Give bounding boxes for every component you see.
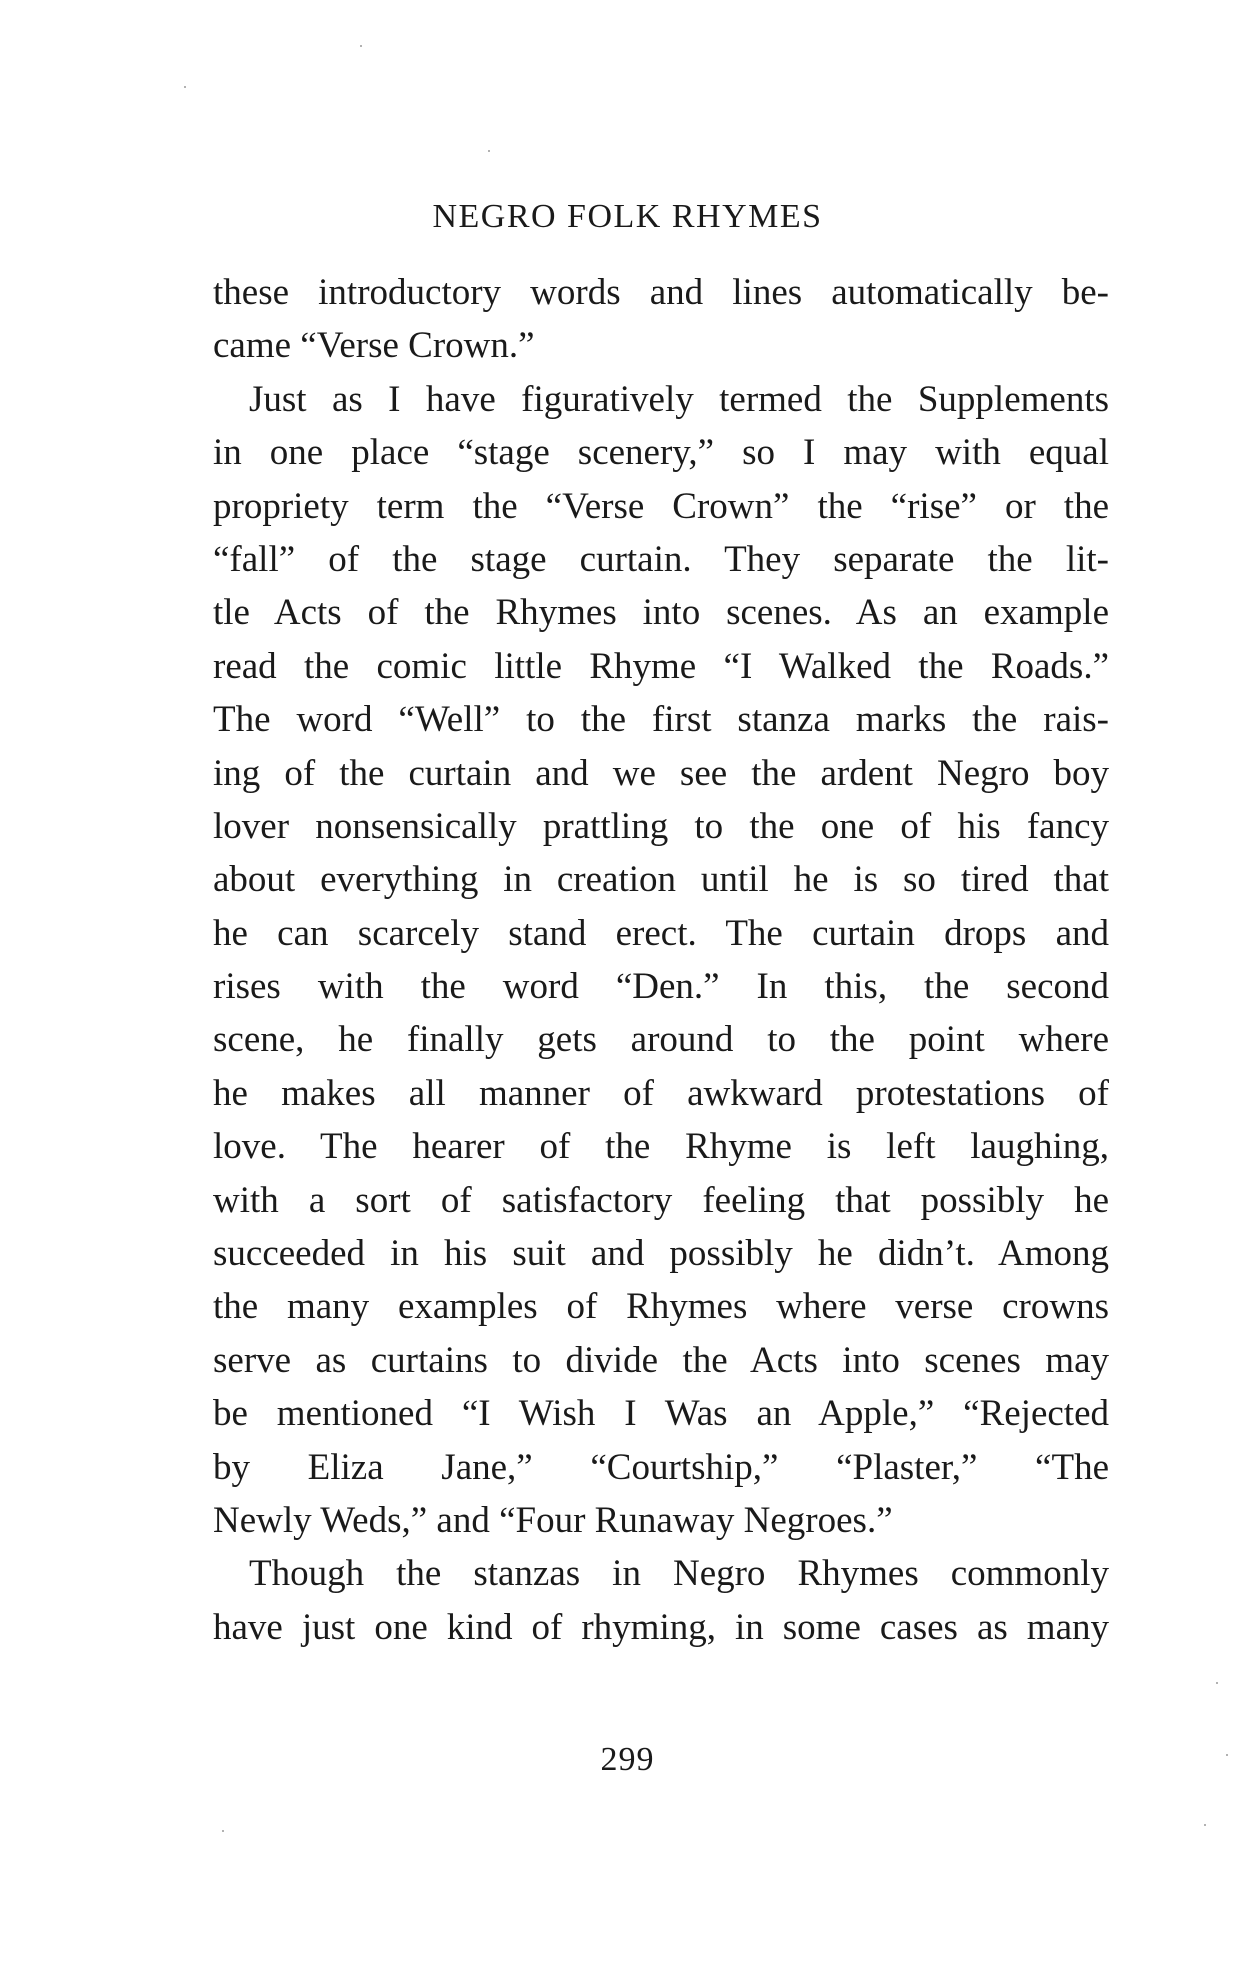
- text-line: with a sort of satisfactory feeling that possibly he: [213, 1179, 1109, 1221]
- text-line: serve as curtains to divide the Acts into scenes may: [213, 1339, 1109, 1381]
- text-line: the many examples of Rhymes where verse crowns: [213, 1286, 1109, 1328]
- text-line: propriety term the “Verse Crown” the “rise” or the: [213, 485, 1109, 527]
- text-line: succeeded in his suit and possibly he didn’t. Among: [213, 1233, 1109, 1275]
- text-line: he makes all manner of awkward protestations of: [213, 1072, 1109, 1114]
- running-head: NEGRO FOLK RHYMES: [432, 198, 823, 235]
- text-line: these introductory words and lines automatically be-: [213, 272, 1109, 313]
- text-line: have just one kind of rhyming, in some cases as many: [213, 1606, 1109, 1648]
- paper-speck: [1226, 1754, 1228, 1756]
- body-text: [213, 266, 1109, 1654]
- paragraph-first-line: Though the stanzas in Negro Rhymes commonly: [249, 1553, 1109, 1595]
- text-line: be mentioned “I Wish I Was an Apple,” “Rejected: [213, 1393, 1109, 1435]
- text-line: he can scarcely stand erect. The curtain drops and: [213, 912, 1109, 954]
- text-line: Newly Weds,” and “Four Runaway Negroes.”: [213, 1499, 893, 1541]
- text-line: scene, he finally gets around to the point where: [213, 1019, 1109, 1061]
- paper-speck: [184, 86, 186, 88]
- text-line: love. The hearer of the Rhyme is left laughing,: [213, 1126, 1109, 1168]
- page-number: 299: [600, 1741, 655, 1778]
- paper-speck: [488, 150, 490, 152]
- paper-speck: [1204, 1824, 1206, 1826]
- text-line: about everything in creation until he is so tired that: [213, 859, 1109, 901]
- text-line: rises with the word “Den.” In this, the second: [213, 966, 1109, 1008]
- text-line: The word “Well” to the first stanza marks the rais-: [213, 699, 1109, 741]
- paragraph-first-line: Just as I have figuratively termed the Supplements: [249, 378, 1109, 420]
- paper-speck: [360, 45, 362, 47]
- paper-speck: [222, 1830, 224, 1832]
- paper-speck: [1216, 1682, 1218, 1684]
- text-line: by Eliza Jane,” “Courtship,” “Plaster,” “The: [213, 1446, 1109, 1488]
- text-line: came “Verse Crown.”: [213, 325, 535, 367]
- text-line: “fall” of the stage curtain. They separate the lit-: [213, 538, 1109, 580]
- text-line: in one place “stage scenery,” so I may with equal: [213, 432, 1109, 474]
- text-line: read the comic little Rhyme “I Walked the Roads.”: [213, 645, 1109, 687]
- text-line: lover nonsensically prattling to the one of his fancy: [213, 805, 1109, 847]
- text-line: tle Acts of the Rhymes into scenes. As an example: [213, 592, 1109, 634]
- text-line: ing of the curtain and we see the ardent Negro boy: [213, 752, 1109, 794]
